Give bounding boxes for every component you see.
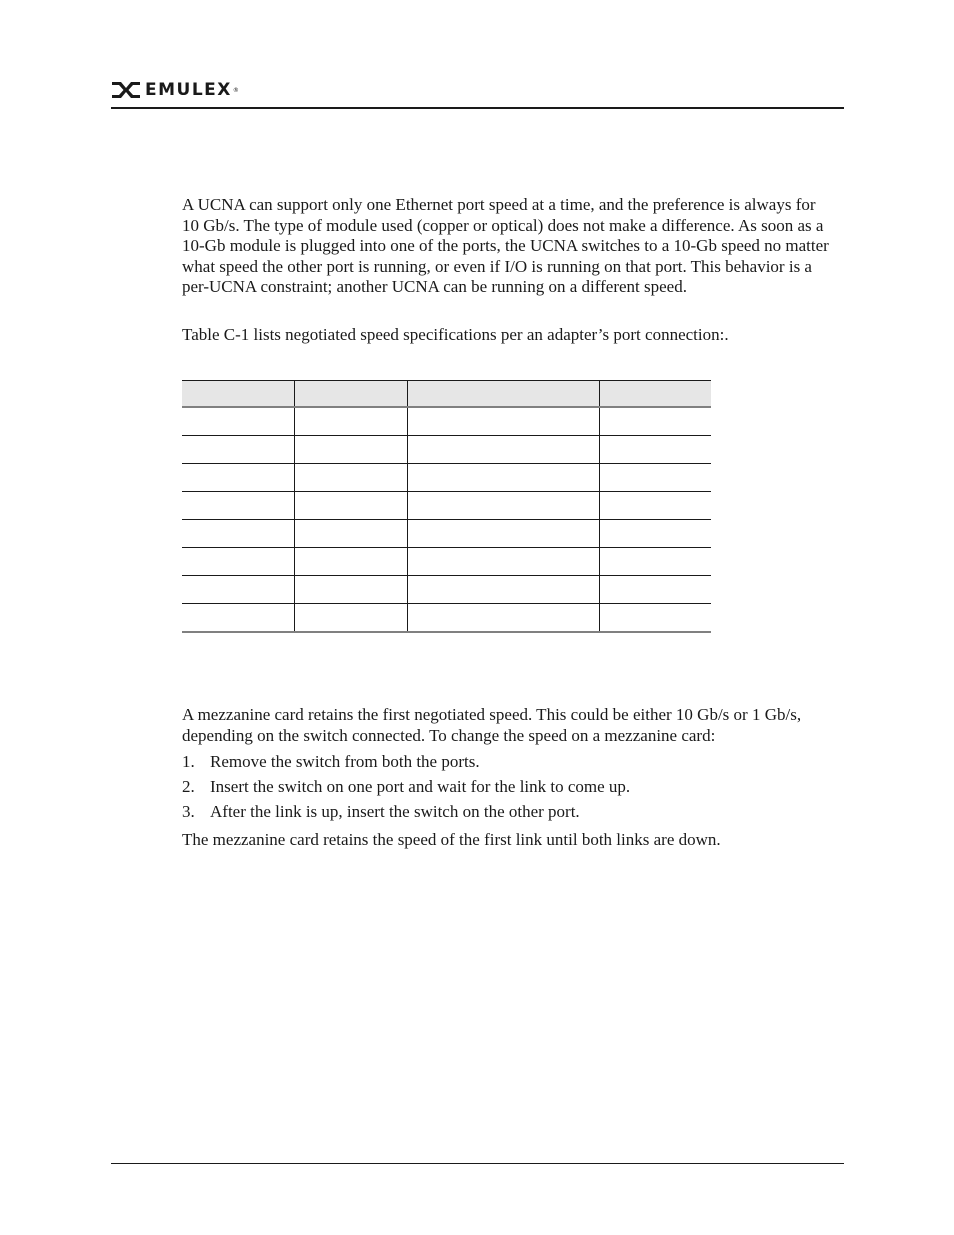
negotiated-speed-table — [182, 380, 711, 633]
step-number: 2. — [182, 777, 195, 796]
step-text: After the link is up, insert the switch on the other port. — [210, 802, 580, 821]
table-cell — [295, 604, 408, 633]
table-row — [182, 436, 711, 464]
footer-rule — [111, 1163, 844, 1164]
header-rule — [111, 107, 844, 109]
paragraph-table-intro: Table C-1 lists negotiated speed specifications per an adapter’s port connection:. — [182, 325, 729, 344]
table-header-row — [182, 381, 711, 408]
table-cell — [408, 407, 600, 436]
table-row — [182, 464, 711, 492]
table-cell — [182, 548, 295, 576]
table-cell — [295, 576, 408, 604]
table-cell — [408, 576, 600, 604]
step-text: Remove the switch from both the ports. — [210, 752, 480, 771]
emulex-logo — [111, 80, 239, 100]
list-item — [182, 777, 630, 802]
table-header-cell — [295, 381, 408, 408]
table-cell — [295, 548, 408, 576]
table-cell — [600, 492, 712, 520]
table-cell — [182, 407, 295, 436]
list-item — [182, 752, 630, 777]
step-number: 3. — [182, 802, 195, 821]
table-cell — [600, 520, 712, 548]
table-row — [182, 548, 711, 576]
logo-wordmark: EMULEX — [145, 80, 232, 100]
table-cell — [182, 464, 295, 492]
table-cell — [408, 492, 600, 520]
table-row — [182, 604, 711, 633]
emulex-logo-icon — [111, 80, 141, 100]
table-cell — [295, 436, 408, 464]
table-row — [182, 576, 711, 604]
step-text: Insert the switch on one port and wait for the link to come up. — [210, 777, 631, 796]
table-cell — [182, 604, 295, 633]
table-cell — [600, 548, 712, 576]
table-cell — [408, 464, 600, 492]
table-cell — [182, 436, 295, 464]
paragraph-ucna-speed: A UCNA can support only one Ethernet port speed at a time, and the preference is always for 10 Gb/s. The type of module used (copper or optical) does not make a difference. As soon as a 10-Gb module is plugged into one of the ports, the UCNA switches to a 10-Gb speed no matter what speed the other port is running, or even if I/O is running on that port. This behavior is a per-UCNA constraint; another UCNA can be running on a different speed. — [182, 195, 829, 296]
table-cell — [600, 576, 712, 604]
table-header-cell — [182, 381, 295, 408]
table-cell — [600, 436, 712, 464]
table-cell — [295, 492, 408, 520]
paragraph-mezzanine: A mezzanine card retains the first negotiated speed. This could be either 10 Gb/s or 1 Gb/s, depending on the switch connected. To change the speed on a mezzanine card: — [182, 705, 802, 745]
table-cell — [182, 520, 295, 548]
list-item — [182, 802, 630, 827]
table-row — [182, 492, 711, 520]
table-cell — [408, 604, 600, 633]
paragraph-retain-speed: The mezzanine card retains the speed of the first link until both links are down. — [182, 830, 721, 849]
table-cell — [295, 464, 408, 492]
logo-registered-mark: ® — [232, 86, 239, 94]
table-cell — [408, 548, 600, 576]
table-header-cell — [600, 381, 712, 408]
table-cell — [408, 436, 600, 464]
table-header-cell — [408, 381, 600, 408]
table-cell — [600, 604, 712, 633]
table-row — [182, 520, 711, 548]
table-row — [182, 407, 711, 436]
table-cell — [295, 407, 408, 436]
table-cell — [182, 576, 295, 604]
table-cell — [408, 520, 600, 548]
table-cell — [182, 492, 295, 520]
table-cell — [600, 407, 712, 436]
procedure-steps — [182, 752, 630, 827]
table-cell — [295, 520, 408, 548]
step-number: 1. — [182, 752, 195, 771]
table-cell — [600, 464, 712, 492]
